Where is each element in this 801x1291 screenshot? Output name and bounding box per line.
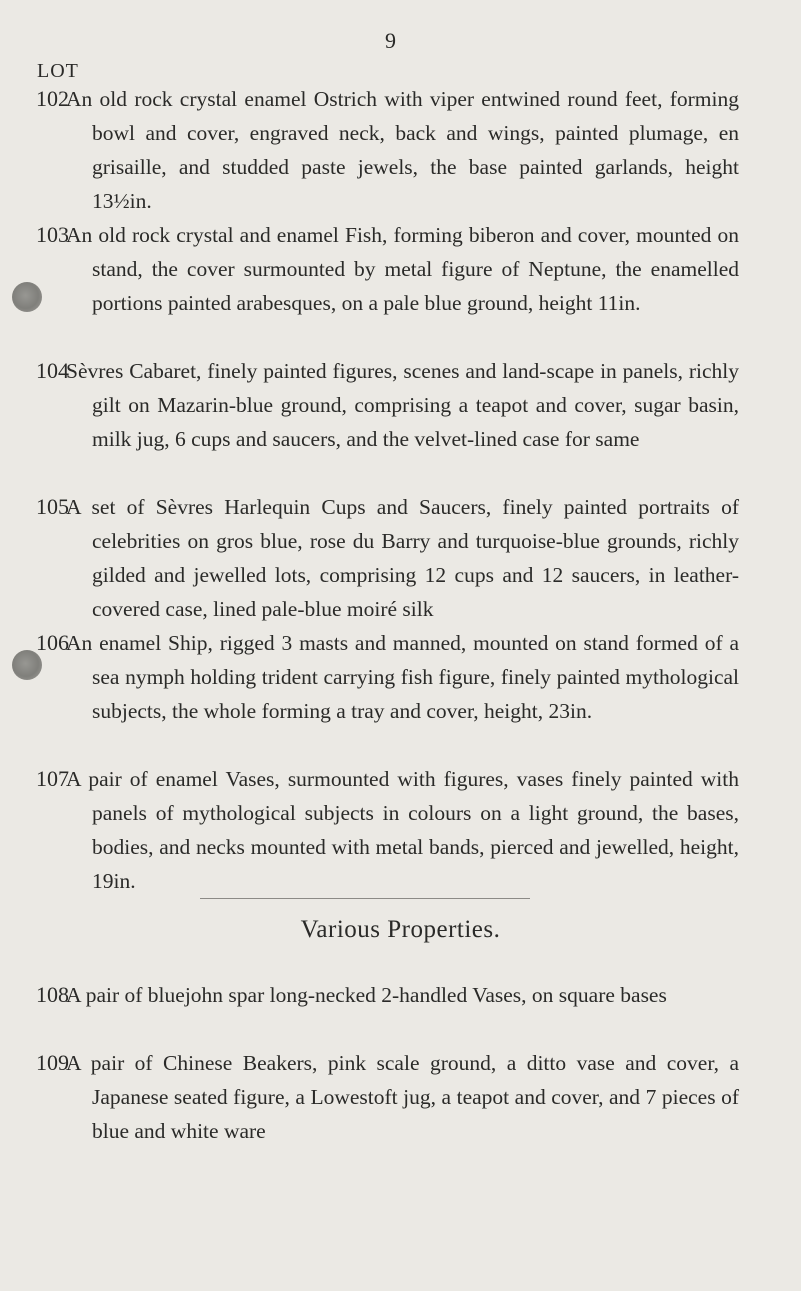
lot-column-header: LOT bbox=[37, 60, 79, 82]
lot-description: Sèvres Cabaret, finely painted figures, scenes and land-scape in panels, richly gilt on Mazarin-blue ground, comprising a teapot and cover, sugar basin, milk jug, 6 cups and saucers, and the velvet-lined case for same bbox=[66, 359, 739, 451]
lot-number: 103 bbox=[36, 222, 69, 247]
lot-description: An enamel Ship, rigged 3 masts and manned, mounted on stand formed of a sea nymph holding trident carrying fish figure, finely painted mythological subjects, the whole forming a tray and cover, height, 23in. bbox=[66, 631, 739, 723]
lot-description: An old rock crystal enamel Ostrich with viper entwined round feet, forming bowl and cover, engraved neck, back and wings, painted plumage, en grisaille, and studded paste jewels, the base painted garlands, height 13½in. bbox=[66, 87, 739, 213]
lot-number: 102 bbox=[36, 86, 69, 111]
lot-description: A pair of enamel Vases, surmounted with figures, vases finely painted with panels of mythological subjects in colours on a light ground, the bases, bodies, and necks mounted with metal bands, pierced and jewelled, height, 19in. bbox=[66, 767, 739, 893]
lot-description: A pair of Chinese Beakers, pink scale ground, a ditto vase and cover, a Japanese seated figure, a Lowestoft jug, a teapot and cover, and 7 pieces of blue and white ware bbox=[66, 1051, 739, 1143]
lot-description: An old rock crystal and enamel Fish, forming biberon and cover, mounted on stand, the cover surmounted by metal figure of Neptune, the enamelled portions painted arabesques, on a pale blue ground, height 11in. bbox=[66, 223, 739, 315]
lot-number: 107 bbox=[36, 766, 69, 791]
section-divider bbox=[200, 898, 530, 899]
page-number: 9 bbox=[385, 28, 396, 53]
binding-hole bbox=[12, 282, 42, 312]
lot-number: 108 bbox=[36, 982, 69, 1007]
lot-number: 109 bbox=[36, 1050, 69, 1075]
lot-number: 104 bbox=[36, 358, 69, 383]
lot-number: 105 bbox=[36, 494, 69, 519]
lot-description: A pair of bluejohn spar long-necked 2-handled Vases, on square bases bbox=[66, 983, 667, 1007]
lot-description: A set of Sèvres Harlequin Cups and Saucers, finely painted portraits of celebrities on gros blue, rose du Barry and turquoise-blue grounds, richly gilded and jewelled lots, comprising 12 cups and 12 saucers, in leather-covered case, lined pale-blue moiré silk bbox=[66, 495, 739, 621]
section-heading: Various Properties. bbox=[300, 916, 501, 943]
lot-number: 106 bbox=[36, 630, 69, 655]
